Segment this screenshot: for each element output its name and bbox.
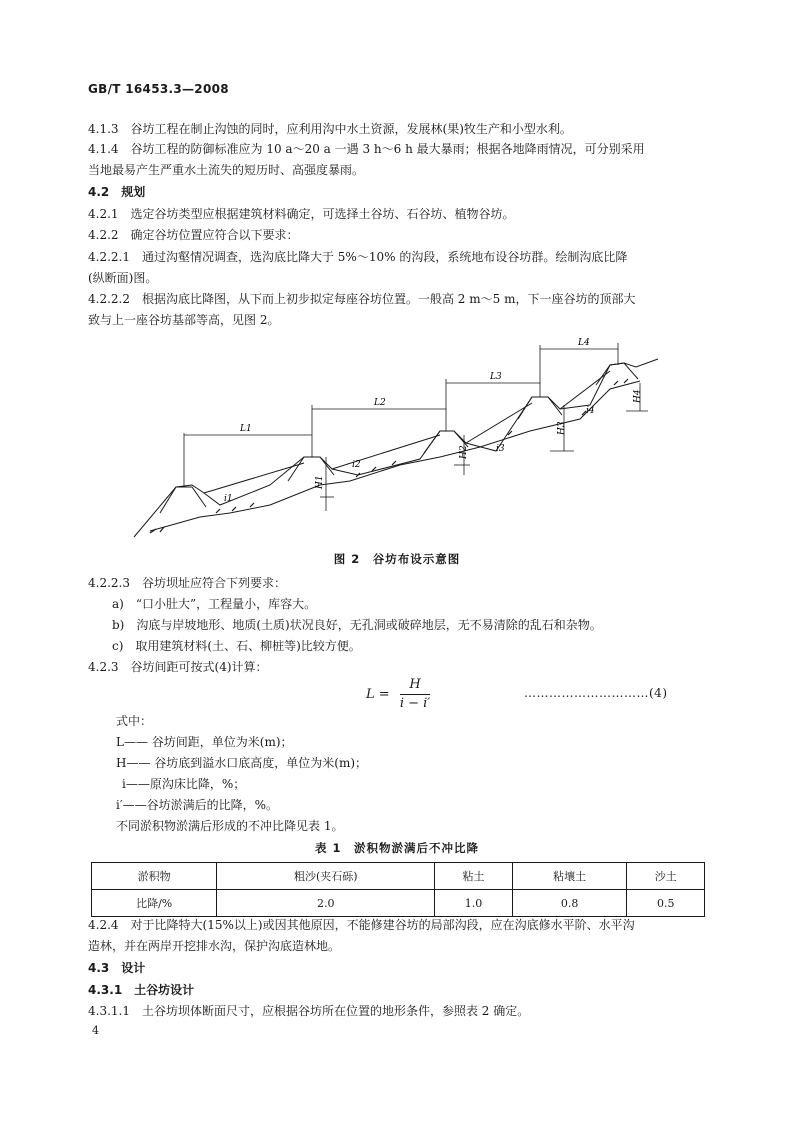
- table-header-cell: 粘壤土: [512, 863, 627, 890]
- para-4-2-4-line2: 造林，并在两岸开挖排水沟，保护沟底造林地。: [88, 939, 341, 953]
- check-dam-layout-figure: [120, 335, 670, 545]
- para-4-2-2: 4.2.2 确定谷坊位置应符合以下要求：: [88, 228, 299, 242]
- spacing-formula: [366, 676, 430, 713]
- para-4-2-2-1-line2: (纵断面)图。: [88, 271, 158, 285]
- label-H1: H1: [315, 475, 325, 489]
- table-cell: 0.8: [512, 890, 627, 917]
- list-item-c: c) 取用建筑材料(土、石、柳桩等)比较方便。: [112, 639, 361, 653]
- page-number: 4: [92, 1024, 99, 1037]
- para-4-2-2-2-line2: 致与上一座谷坊基部等高，见图 2。: [88, 313, 280, 327]
- heading-4-2: 4.2 规划: [88, 185, 146, 199]
- label-H2: H2: [459, 445, 469, 459]
- silted-slope-4: [560, 371, 610, 409]
- figure-caption: 图 2 谷坊布设示意图: [333, 552, 461, 566]
- para-4-1-4-line2: 当地最易产生严重水土流失的短历时、高强度暴雨。: [88, 163, 365, 177]
- table-header-row: [92, 863, 705, 890]
- label-L3: L3: [490, 372, 502, 382]
- formula-numerator: H: [400, 676, 430, 695]
- label-H3: H3: [557, 421, 567, 435]
- formula-lhs: L =: [366, 687, 390, 702]
- table-header-cell: 淤积物: [92, 863, 217, 890]
- label-L1: L1: [240, 424, 252, 434]
- para-4-2-1: 4.2.1 选定谷坊类型应根据建筑材料确定，可选择土谷坊、石谷坊、植物谷坊。: [88, 207, 515, 221]
- label-i1: i1: [224, 494, 233, 504]
- dam-2: [288, 457, 334, 481]
- label-L4: L4: [578, 338, 590, 348]
- para-4-2-3: 4.2.3 谷坊间距可按式(4)计算：: [88, 660, 268, 674]
- table-header-cell: 沙土: [627, 863, 705, 890]
- table-reference: 不同淤积物淤满后形成的不冲比降见表 1。: [116, 819, 344, 833]
- table-cell: 0.5: [627, 890, 705, 917]
- table-cell: 比降/%: [92, 890, 217, 917]
- definition-i-prime: i′——谷坊淤满后的比降，%。: [116, 798, 278, 812]
- sediment-slope-table: [91, 862, 705, 917]
- para-4-2-2-2-line1: 4.2.2.2 根据沟底比降图，从下而上初步拟定每座谷坊位置。一般高 2 m～5 m，下一座谷坊的顶部大: [88, 292, 636, 306]
- para-4-3-1-1: 4.3.1.1 土谷坊坝体断面尺寸，应根据谷坊所在位置的地形条件，参照表 2 确定。: [88, 1004, 530, 1018]
- label-i3: i3: [496, 444, 505, 454]
- table-cell: 2.0: [217, 890, 435, 917]
- silted-slope-3: [466, 403, 532, 443]
- dam-1: [160, 487, 206, 513]
- table-header-cell: 粗沙(夹石砾): [217, 863, 435, 890]
- para-4-2-2-1-line1: 4.2.2.1 通过沟壑情况调查，选沟底比降大于 5%～10% 的沟段，系统地布设谷坊群。绘制沟底比降: [88, 250, 628, 264]
- para-4-1-3: 4.1.3 谷坊工程在制止沟蚀的同时，应利用沟中水土资源，发展林(果)牧生产和小型水利。: [88, 122, 572, 136]
- para-4-1-4-line1: 4.1.4 谷坊工程的防御标准应为 10 a～20 a 一遇 3 h～6 h 最大暴雨；根据各地降雨情况，可分别采用: [88, 142, 645, 156]
- silted-slope-2: [332, 435, 440, 469]
- dam-4: [518, 397, 562, 419]
- definition-i: i——原沟床比降，%；: [122, 777, 246, 791]
- formula-denominator: i − i′: [399, 696, 431, 711]
- para-4-2-4-line1: 4.2.4 对于比降特大(15%以上)或因其他原因，不能修建谷坊的局部沟段，应在沟底修水平阶、水平沟: [88, 918, 635, 932]
- heading-4-3: 4.3 设计: [88, 961, 146, 975]
- definition-H: H—— 谷坊底到溢水口底高度，单位为米(m)；: [116, 756, 368, 770]
- label-H4: H4: [633, 389, 643, 403]
- standard-header: GB/T 16453.3—2008: [88, 82, 229, 96]
- label-L2: L2: [374, 398, 386, 408]
- list-item-b: b) 沟底与岸坡地形、地质(土质)状况良好，无孔洞或破碎地层，无不易清除的乱石和杂物。: [112, 618, 602, 632]
- label-i4: i4: [586, 406, 595, 416]
- equation-number: …………………………(4): [524, 686, 668, 700]
- definition-L: L—— 谷坊间距，单位为米(m)；: [116, 735, 293, 749]
- where-label: 式中：: [116, 714, 153, 728]
- table-row: [92, 890, 705, 917]
- table-cell: 1.0: [435, 890, 513, 917]
- silted-slope-1: [204, 463, 304, 493]
- list-item-a: a) “口小肚大”，工程量小，库容大。: [112, 597, 317, 611]
- terrain-surface: [134, 359, 658, 537]
- label-i2: i2: [352, 460, 361, 470]
- formula-fraction: [400, 676, 430, 713]
- table-header-cell: 粘土: [435, 863, 513, 890]
- heading-4-3-1: 4.3.1 土谷坊设计: [88, 983, 195, 997]
- para-4-2-2-3: 4.2.2.3 谷坊坝址应符合下列要求：: [88, 576, 286, 590]
- table-title: 表 1 淤积物淤满后不冲比降: [314, 841, 479, 855]
